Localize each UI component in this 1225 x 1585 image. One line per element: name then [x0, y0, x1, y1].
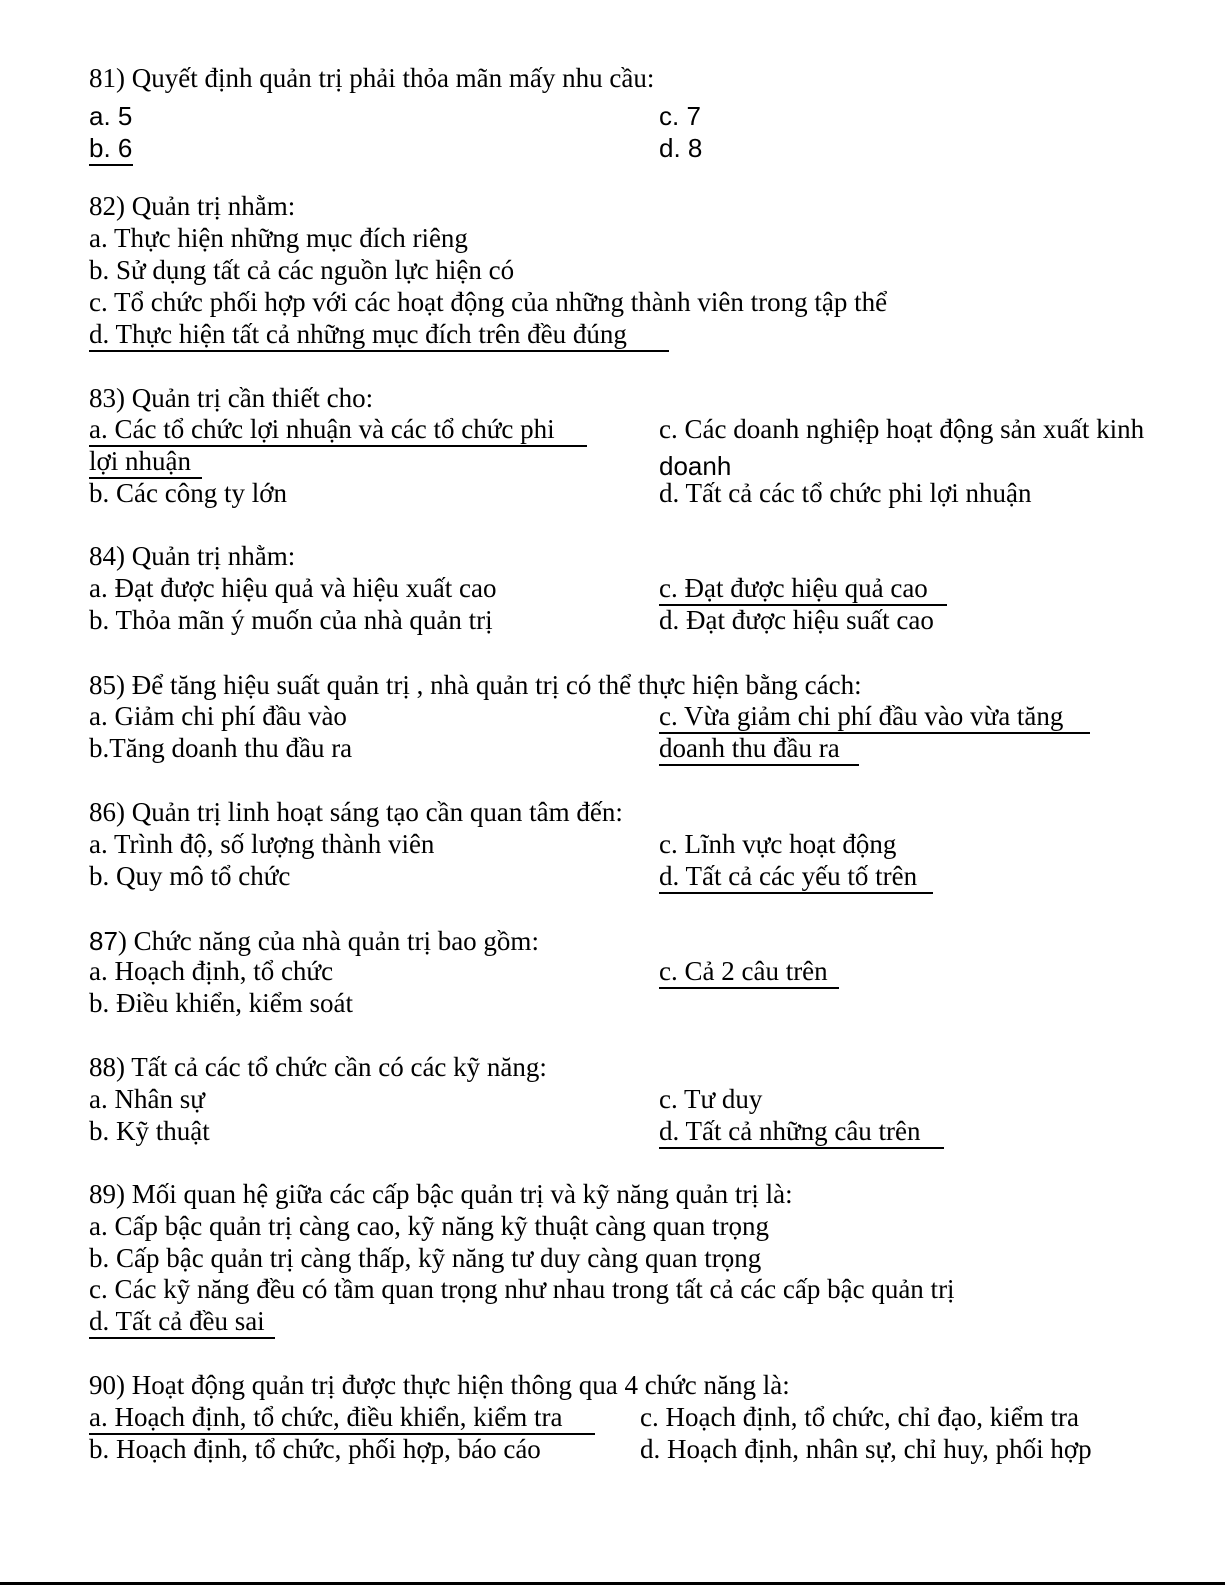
q86-question: 86) Quản trị linh hoạt sáng tạo cần quan tâm đến:	[89, 797, 623, 827]
q81-option-c: c. 7	[659, 101, 701, 131]
q86-option-c: c. Lĩnh vực hoạt động	[659, 829, 897, 859]
q89-option-d: d. Tất cả đều sai	[89, 1305, 275, 1339]
q83-option-a-cont: lợi nhuận	[89, 445, 202, 479]
q90-option-a: a. Hoạch định, tổ chức, điều khiển, kiểm tra	[89, 1401, 595, 1435]
q84-question: 84) Quản trị nhằm:	[89, 541, 296, 571]
q82-option-c: c. Tổ chức phối hợp với các hoạt động của những thành viên trong tập thể	[89, 287, 888, 317]
q90-option-d: d. Hoạch định, nhân sự, chỉ huy, phối hợp	[640, 1434, 1092, 1464]
q87-number: 87	[89, 926, 118, 956]
q90-option-b: b. Hoạch định, tổ chức, phối hợp, báo cáo	[89, 1434, 541, 1464]
q81-question: 81) Quyết định quản trị phải thỏa mãn mấy nhu cầu:	[89, 63, 655, 93]
q90-question: 90) Hoạt động quản trị được thực hiện thông qua 4 chức năng là:	[89, 1370, 790, 1400]
q83-option-c-cont: doanh	[659, 451, 732, 481]
q85-option-c: c. Vừa giảm chi phí đầu vào vừa tăng	[659, 700, 1090, 734]
q82-option-b: b. Sử dụng tất cả các nguồn lực hiện có	[89, 255, 515, 285]
q88-option-c: c. Tư duy	[659, 1084, 763, 1114]
q89-option-c: c. Các kỹ năng đều có tầm quan trọng như nhau trong tất cả các cấp bậc quản trị	[89, 1274, 955, 1304]
q83-option-a: a. Các tổ chức lợi nhuận và các tổ chức phi	[89, 413, 587, 447]
q84-option-d: d. Đạt được hiệu suất cao	[659, 605, 934, 635]
q86-option-a: a. Trình độ, số lượng thành viên	[89, 829, 435, 859]
q87-option-c: c. Cả 2 câu trên	[659, 955, 839, 989]
q81-option-b: b. 6	[89, 132, 133, 166]
q89-option-b: b. Cấp bậc quản trị càng thấp, kỹ năng tư duy càng quan trọng	[89, 1243, 762, 1273]
q87-option-a: a. Hoạch định, tổ chức	[89, 956, 334, 986]
q87-question	[89, 925, 539, 957]
q83-option-c: c. Các doanh nghiệp hoạt động sản xuất kinh	[659, 414, 1145, 444]
q82-option-d: d. Thực hiện tất cả những mục đích trên đều đúng	[89, 318, 669, 352]
q88-question: 88) Tất cả các tổ chức cần có các kỹ năng:	[89, 1052, 547, 1082]
q85-option-c-cont: doanh thu đầu ra	[659, 732, 859, 766]
q87-text: ) Chức năng của nhà quản trị bao gồm:	[117, 926, 539, 956]
q89-option-a: a. Cấp bậc quản trị càng cao, kỹ năng kỹ thuật càng quan trọng	[89, 1211, 770, 1241]
q85-option-a: a. Giảm chi phí đầu vào	[89, 701, 347, 731]
q88-option-a: a. Nhân sự	[89, 1084, 205, 1114]
q84-option-a: a. Đạt được hiệu quả và hiệu xuất cao	[89, 573, 497, 603]
q82-option-a: a. Thực hiện những mục đích riêng	[89, 223, 468, 253]
q87-option-b: b. Điều khiển, kiểm soát	[89, 988, 353, 1018]
q83-option-b: b. Các công ty lớn	[89, 478, 287, 508]
q84-option-b: b. Thỏa mãn ý muốn của nhà quản trị	[89, 605, 493, 635]
q81-option-a: a. 5	[89, 101, 133, 131]
q90-option-c: c. Hoạch định, tổ chức, chỉ đạo, kiểm tra	[640, 1402, 1079, 1432]
q83-question: 83) Quản trị cần thiết cho:	[89, 383, 374, 413]
q83-option-d: d. Tất cả các tổ chức phi lợi nhuận	[659, 478, 1032, 508]
q86-option-d: d. Tất cả các yếu tố trên	[659, 860, 933, 894]
q85-option-b: b.Tăng doanh thu đầu ra	[89, 733, 353, 763]
q88-option-d: d. Tất cả những câu trên	[659, 1115, 944, 1149]
q89-question: 89) Mối quan hệ giữa các cấp bậc quản trị và kỹ năng quản trị là:	[89, 1179, 793, 1209]
q82-question: 82) Quản trị nhằm:	[89, 191, 296, 221]
q88-option-b: b. Kỹ thuật	[89, 1116, 210, 1146]
q85-question: 85) Để tăng hiệu suất quản trị , nhà quản trị có thể thực hiện bằng cách:	[89, 670, 862, 700]
q86-option-b: b. Quy mô tổ chức	[89, 861, 291, 891]
q84-option-c: c. Đạt được hiệu quả cao	[659, 572, 947, 606]
q81-option-d: d. 8	[659, 133, 703, 163]
